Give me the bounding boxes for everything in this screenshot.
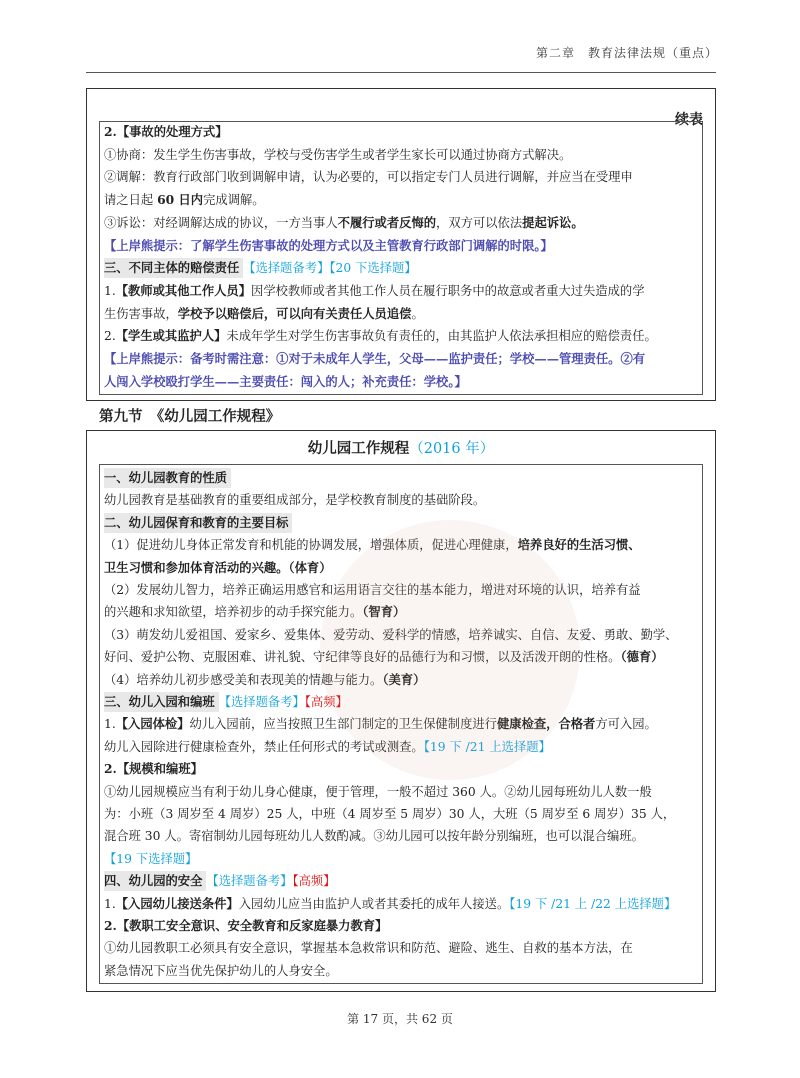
text-segment: 生伤害事故，	[104, 306, 178, 321]
text-line	[104, 122, 710, 142]
text-segment: 二、幼儿园保育和教育的主要目标	[104, 513, 292, 533]
text-segment: 【19 下 /21 上 /22 上选择题】	[509, 896, 677, 911]
text-line	[104, 349, 710, 369]
text-segment: 2.【事故的处理方式】	[104, 124, 228, 139]
text-line	[104, 849, 710, 869]
text-line	[104, 558, 710, 578]
text-segment: 2.【教职工安全意识、安全教育和反家庭暴力教育】	[104, 918, 388, 933]
text-segment: ①协商：发生学生伤害事故，学校与受伤害学生或者学生家长可以通过协商方式解决。	[104, 147, 572, 162]
text-segment: 【入园幼儿接送条件】	[115, 895, 239, 911]
text-segment: 【高频】	[304, 695, 348, 709]
text-segment: 。	[411, 306, 424, 321]
text-line	[104, 894, 710, 914]
text-segment: 【上岸熊提示：了解学生伤害事故的处理方式以及主管教育行政部门调解的时限。】	[104, 237, 553, 253]
text-segment: （智育）	[362, 604, 406, 620]
text-line	[104, 236, 710, 256]
text-line	[104, 826, 710, 846]
text-segment: 三、幼儿入园和编班	[104, 692, 219, 712]
text-line	[104, 190, 710, 210]
text-segment: 入园幼儿应当由监护人或者其委托的成年人接送。	[238, 896, 510, 911]
text-line	[104, 372, 710, 392]
text-segment: 1.	[104, 896, 116, 911]
text-segment: 为：小班（3 周岁至 4 周岁）25 人，中班（4 周岁至 5 周岁）30 人，大班（5 周岁至 6 周岁）35 人，	[104, 807, 676, 821]
text-segment: 方可入园。	[595, 717, 657, 732]
text-segment: 提起诉讼。	[522, 214, 584, 230]
text-line	[104, 213, 710, 233]
text-segment: 人闯入学校殴打学生——主要责任：闯入的人；补充责任：学校。】	[104, 373, 467, 389]
text-line	[104, 304, 710, 324]
text-line	[104, 490, 710, 510]
text-line	[104, 961, 710, 981]
text-segment: 培养良好的生活习惯、	[517, 537, 641, 553]
text-line	[104, 714, 710, 734]
text-segment: 2.	[104, 329, 116, 344]
text-segment: ①幼儿园教职工必须具有安全意识，掌握基本急救常识和防范、避险、逃生、自救的基本方法，在	[104, 941, 633, 956]
text-segment: （美育）	[382, 671, 426, 687]
text-line	[104, 670, 710, 690]
text-line	[104, 326, 710, 346]
text-line	[104, 625, 710, 645]
text-segment: 2.【规模和编班】	[104, 761, 203, 777]
text-line	[104, 602, 710, 622]
text-segment: 60 日内	[157, 192, 204, 208]
text-line	[104, 737, 710, 757]
text-segment: 请之日起	[104, 193, 158, 208]
text-segment: 学校予以赔偿后，可以向有关责任人员追偿	[177, 305, 412, 321]
text-segment: （1）促进幼儿身体正常发育和机能的协调发展，增强体质，促进心理健康，	[104, 538, 518, 553]
text-segment: ①幼儿园规模应当有利于幼儿身心健康，便于管理，一般不超过 360 人。②幼儿园每班幼儿人数一般	[104, 784, 652, 799]
text-segment: （3）萌发幼儿爱祖国、爱家乡、爱集体、爱劳动、爱科学的情感，培养诚实、自信、友爱、勇敢、勤学、	[104, 627, 678, 642]
text-line	[104, 145, 710, 165]
text-segment: 幼儿入园除进行健康检查外，禁止任何形式的考试或测查。	[104, 739, 424, 754]
text-line	[104, 513, 710, 533]
text-segment: 完成调解。	[203, 193, 265, 208]
text-line	[104, 468, 710, 488]
header-rule	[86, 72, 716, 73]
text-segment: 三、不同主体的赔偿责任	[104, 258, 243, 278]
text-segment: 不履行或者反悔的	[337, 214, 437, 230]
text-segment: 混合班 30 人。寄宿制幼儿园每班幼儿人数酌减。③幼儿园可以按年龄分别编班，也可以混合编班。	[104, 829, 644, 844]
text-segment: （2）发展幼儿智力，培养正确运用感官和运用语言交往的基本能力，增进对环境的认识，培养有益	[104, 583, 641, 597]
text-segment: 卫生习惯和参加体育活动的兴趣。（体育）	[104, 559, 332, 575]
text-segment: 【入园体检】	[115, 716, 190, 732]
text-line	[104, 281, 710, 301]
text-segment: 【高频】	[292, 874, 336, 889]
text-segment: 【选择题备考】【20 下选择题】	[243, 261, 417, 276]
text-segment: 【选择题备考】	[218, 695, 305, 709]
chapter-header: 第二章 教育法律法规（重点）	[535, 46, 718, 60]
text-segment: 一、幼儿园教育的性质	[104, 468, 231, 488]
text-segment: 幼儿入园前，应当按照卫生部门制定的卫生保健制度进行	[189, 717, 497, 732]
table-title-text: 幼儿园工作规程	[307, 440, 410, 457]
text-segment: 四、幼儿园的安全	[104, 871, 206, 891]
text-segment: 【19 下 /21 上选择题】	[423, 739, 551, 754]
text-segment: 1.	[104, 283, 116, 298]
text-line	[104, 258, 710, 278]
text-line	[104, 535, 710, 555]
text-line	[104, 167, 710, 187]
text-line	[104, 759, 710, 779]
text-segment: 未成年学生对学生伤害事故负有责任的，由其监护人依法承担相应的赔偿责任。	[226, 329, 657, 344]
text-line	[104, 938, 710, 958]
text-segment: 的兴趣和求知欲望，培养初步的动手探究能力。	[104, 605, 363, 620]
section-title: 第九节 《幼儿园工作规程》	[99, 408, 281, 425]
text-line	[104, 916, 710, 936]
text-segment: 【19 下选择题】	[104, 851, 198, 866]
text-segment: ③诉讼：对经调解达成的协议，一方当事人	[104, 215, 338, 230]
text-segment: 【教师或其他工作人员】	[115, 282, 252, 298]
text-segment: 因学校教师或者其他工作人员在履行职务中的故意或者重大过失造成的学	[251, 283, 645, 298]
text-line	[104, 692, 710, 712]
text-line	[104, 580, 710, 600]
text-segment: 健康检查，合格者	[496, 716, 596, 732]
text-line	[104, 871, 710, 891]
table-title	[87, 437, 715, 458]
text-segment: （德育）	[620, 649, 664, 665]
text-line	[104, 804, 710, 824]
text-line	[104, 647, 710, 667]
text-segment: 【学生或其监护人】	[115, 328, 227, 344]
text-segment: 幼儿园教育是基础教育的重要组成部分，是学校教育制度的基础阶段。	[104, 493, 486, 508]
text-segment: ②调解：教育行政部门收到调解申请，认为必要的，可以指定专门人员进行调解，并应当在受理申	[104, 170, 633, 185]
text-segment: 【上岸熊提示：备考时需注意：①对于未成年人学生，父母——监护责任；学校——管理责任。②有	[104, 351, 646, 366]
text-segment: 好问、爱护公物、克服困难、讲礼貌、守纪律等良好的品德行为和习惯，以及活泼开朗的性格。	[104, 650, 621, 665]
text-segment: 【选择题备考】	[206, 874, 293, 889]
continued-label: 续表	[675, 112, 703, 128]
text-segment: 紧急情况下应当优先保护幼儿的人身安全。	[104, 963, 338, 978]
table-title-year: （2016 年）	[409, 441, 495, 457]
text-segment: ，双方可以依法	[436, 215, 523, 230]
page-number: 第 17 页，共 62 页	[347, 1012, 453, 1026]
text-segment: 1.	[104, 717, 116, 732]
text-segment: （4）培养幼儿初步感受美和表现美的情趣与能力。	[104, 672, 383, 687]
text-line	[104, 782, 710, 802]
